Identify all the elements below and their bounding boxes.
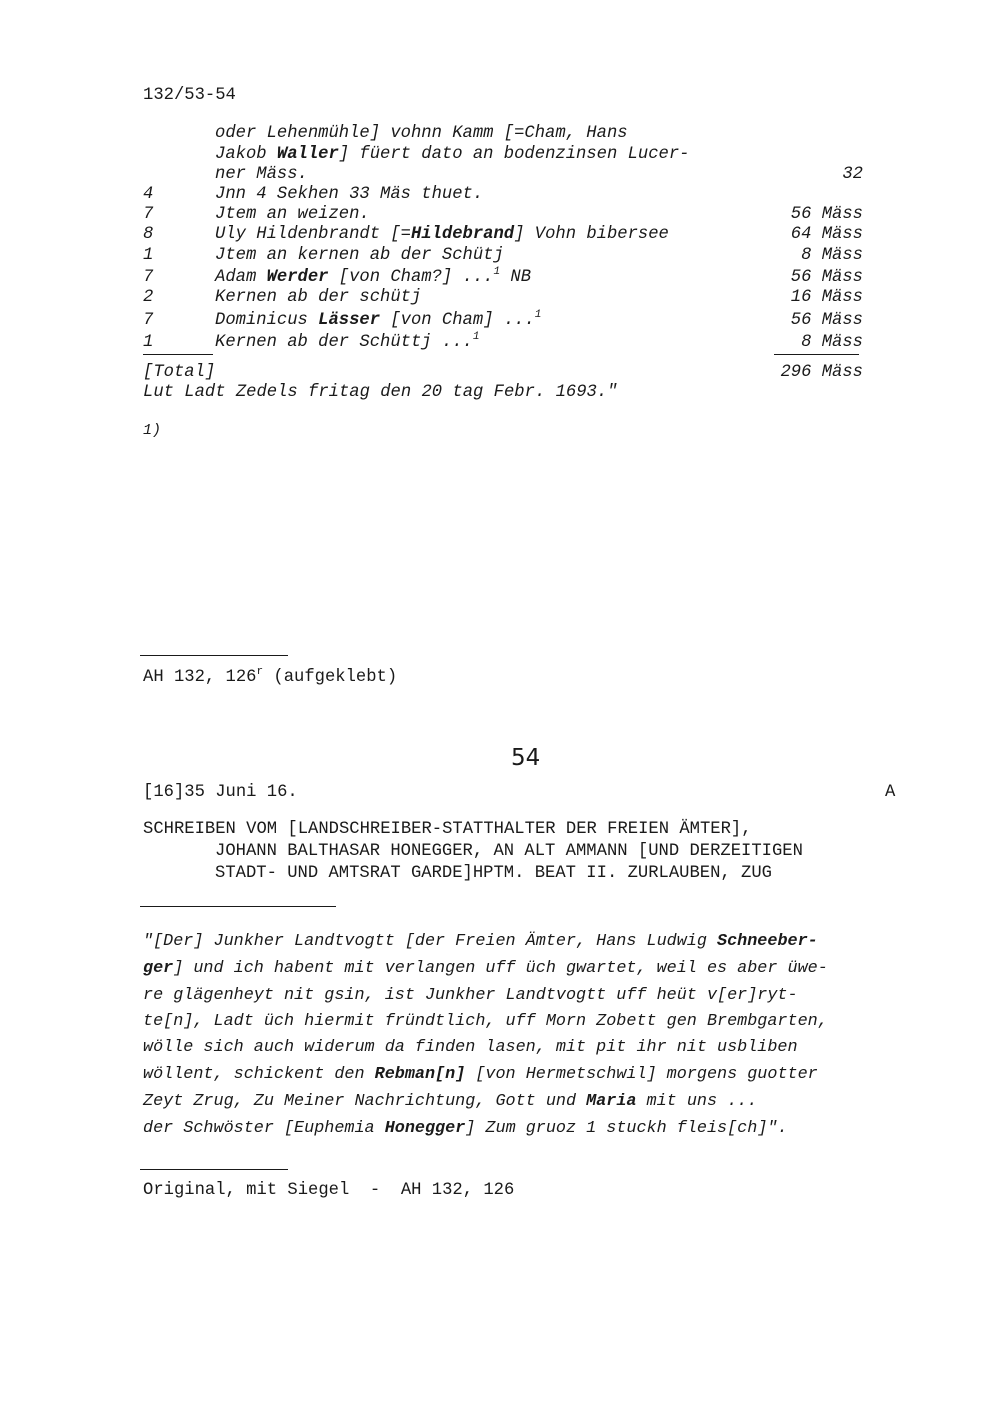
row-num: 2 [143, 288, 154, 307]
quote-line-3: re glägenheyt nit gsin, ist Junkher Landtvogtt uff heüt v[er]ryt- [143, 986, 798, 1005]
intro-line-3: ner Mäss. [215, 165, 308, 184]
document-letter: A [885, 783, 896, 802]
row-text: Kernen ab der Schüttj ...$^1$ [215, 331, 480, 352]
row-amount: 56 Mäss [790, 311, 863, 330]
row-num: 1 [143, 246, 154, 265]
row-num: 4 [143, 185, 154, 204]
document-title-line-2: JOHANN BALTHASAR HONEGGER, AN ALT AMMANN [UND DERZEITIGEN [215, 842, 803, 861]
intro-amount: 32 [842, 165, 863, 184]
row-amount: 16 Mäss [790, 288, 863, 307]
footnote-ref: 1 [534, 309, 542, 321]
document-date: [16]35 Juni 16. [143, 783, 298, 802]
row-text: Uly Hildenbrandt [=Hildebrand] Vohn bibersee [215, 225, 669, 244]
sum-rule-right [774, 354, 859, 355]
row-text: Jtem an weizen. [215, 205, 370, 224]
row-text: Adam Werder [von Cham?] ...$^1$ NB [215, 266, 532, 287]
row-text: Jtem an kernen ab der Schütj [215, 246, 504, 265]
row-num: 8 [143, 225, 154, 244]
quote-line-2: ger] und ich habent mit verlangen uff üch gwartet, weil es aber üwe- [143, 959, 828, 978]
quote-line-6: wöllent, schickent den Rebman[n] [von Hermetschwil] morgens guotter [143, 1065, 818, 1084]
intro-line-1: oder Lehenmühle] vohnn Kamm [=Cham, Hans [215, 124, 628, 143]
page-reference: 132/53-54 [143, 86, 236, 105]
total-label: [Total] [143, 363, 216, 382]
quote-line-4: te[n], Ladt üch hiermit fründtlich, uff Morn Zobett gen Brembgarten, [143, 1012, 828, 1031]
intro-line-2: Jakob Waller] füert dato an bodenzinsen Lucer- [215, 145, 690, 164]
footnote-mark: 1) [143, 422, 162, 439]
row-num: 7 [143, 205, 154, 224]
total-amount: 296 Mäss [780, 363, 863, 382]
document-title-line-1: SCHREIBEN VOM [LANDSCHREIBER-STATTHALTER DER FREIEN ÄMTER], [143, 820, 752, 839]
row-text: Jnn 4 Sekhen 33 Mäs thuet. [215, 185, 484, 204]
row-text: Kernen ab der schütj [215, 288, 422, 307]
quote-line-7: Zeyt Zrug, Zu Meiner Nachrichtung, Gott und Maria mit uns ... [143, 1092, 758, 1111]
row-amount: 56 Mäss [790, 268, 863, 287]
row-amount: 64 Mäss [790, 225, 863, 244]
footnote-ref: 1 [493, 266, 501, 278]
row-amount: 8 Mäss [801, 333, 863, 352]
row-amount: 8 Mäss [801, 246, 863, 265]
closing-line: Lut Ladt Zedels fritag den 20 tag Febr. 1693." [143, 383, 618, 402]
row-text: Dominicus Lässer [von Cham] ...$^1$ [215, 309, 542, 330]
row-num: 1 [143, 333, 154, 352]
source-rule [140, 1169, 288, 1170]
footnote-rule [140, 655, 288, 656]
document-title-line-3: STADT- UND AMTSRAT GARDE]HPTM. BEAT II. ZURLAUBEN, ZUG [215, 864, 772, 883]
quote-line-5: wölle sich auch widerum da finden lasen, mit pit ihr nit usbliben [143, 1038, 798, 1057]
footnote-ref: 1 [472, 331, 480, 343]
title-rule [140, 906, 336, 907]
quote-line-1: "[Der] Junkher Landtvogtt [der Freien Ämter, Hans Ludwig Schneeber- [143, 932, 818, 951]
row-num: 7 [143, 311, 154, 330]
source-note-original: Original, mit Siegel - AH 132, 126 [143, 1181, 515, 1200]
quote-line-8: der Schwöster [Euphemia Honegger] Zum gruoz 1 stuckh fleis[ch]". [143, 1119, 788, 1138]
source-note: AH 132, 126$^r$ (aufgeklebt) [143, 666, 398, 687]
sum-rule-left [143, 354, 213, 355]
row-amount: 56 Mäss [790, 205, 863, 224]
document-number: 54 [511, 745, 541, 771]
row-num: 7 [143, 268, 154, 287]
